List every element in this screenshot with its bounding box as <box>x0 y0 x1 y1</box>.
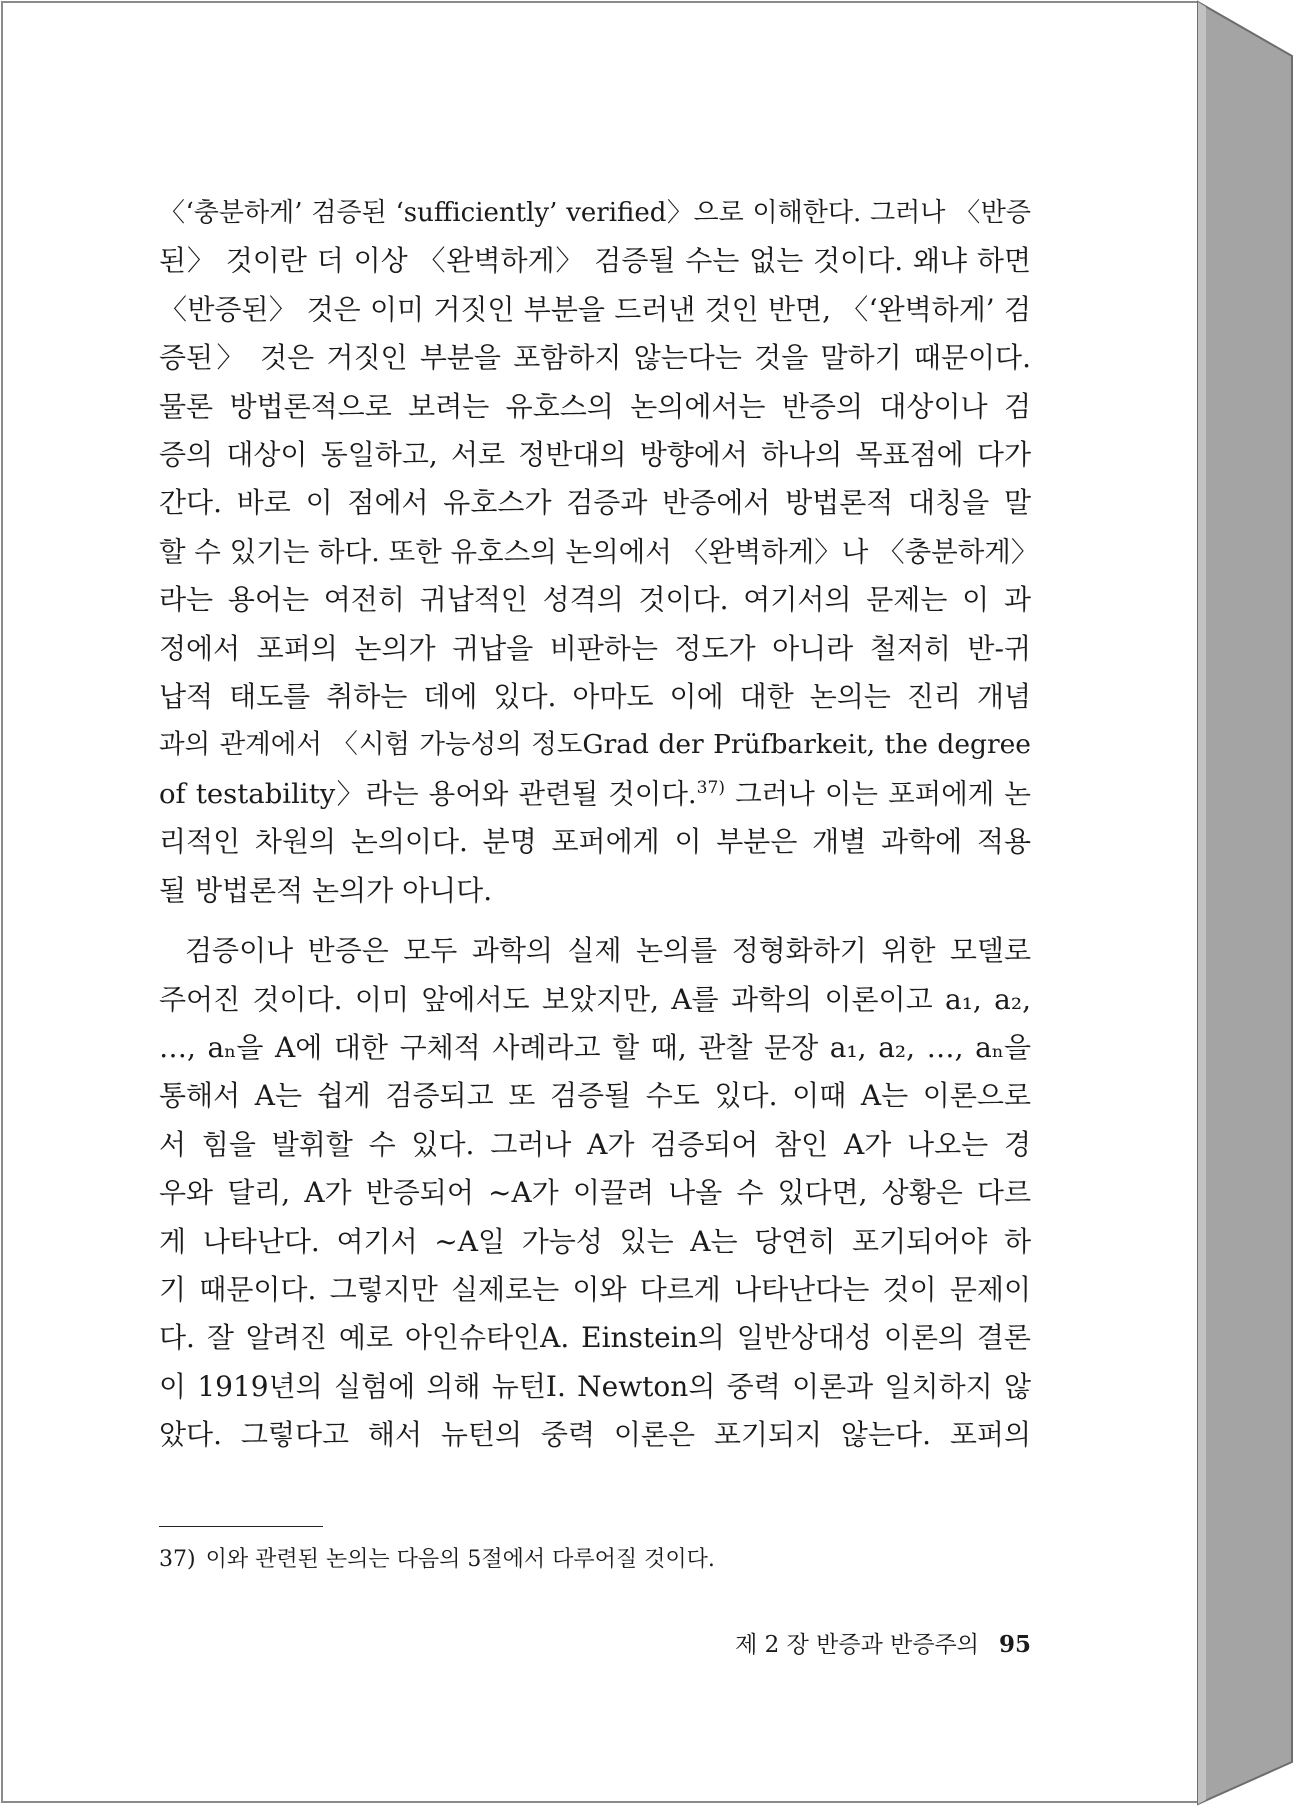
text-line: 될 방법론적 논의가 아니다. <box>159 873 493 907</box>
chapter-title: 제 2 장 반증과 반증주의 <box>735 1632 979 1658</box>
text-line: 주어진 것이다. 이미 앞에서도 보았지만, A를 과학의 이론이고 a₁, a₂, <box>159 982 1031 1016</box>
text-line: 검증이나 반증은 모두 과학의 실제 논의를 정형화하기 위한 모델로 <box>185 934 1031 968</box>
paragraph-2 <box>159 927 1031 1459</box>
footnote <box>159 1543 1031 1577</box>
text-line: 된〉 것이란 더 이상 〈완벽하게〉 검증될 수는 없는 것이다. 왜냐 하면 <box>159 244 1031 278</box>
text-line: 리적인 차원의 논의이다. 분명 포퍼에게 이 부분은 개별 과학에 적용 <box>159 825 1031 859</box>
text-line: 다. 잘 알려진 예로 아인슈타인A. Einstein의 일반상대성 이론의 결론 <box>159 1321 1031 1355</box>
text-line: 통해서 A는 쉽게 검증되고 또 검증될 수도 있다. 이때 A는 이론으로 <box>159 1079 1031 1113</box>
footnote-text: 이와 관련된 논의는 다음의 5절에서 다루어질 것이다. <box>205 1547 715 1572</box>
text-line: 납적 태도를 취하는 데에 있다. 아마도 이에 대한 논의는 진리 개념 <box>159 680 1031 714</box>
text-line: 할 수 있기는 하다. 또한 유호스의 논의에서 〈완벽하게〉나 〈충분하게〉 <box>159 535 1039 568</box>
text-line: 과의 관계에서 〈시험 가능성의 정도Grad der Prüfbarkeit, the degree <box>159 729 1031 761</box>
text-line: …, aₙ을 A에 대한 구체적 사례라고 할 때, 관찰 문장 a₁, a₂, …, aₙ을 <box>159 1030 1031 1064</box>
text-line: 정에서 포퍼의 논의가 귀납을 비판하는 정도가 아니라 철저히 반-귀 <box>159 631 1031 665</box>
text-line: 〈반증된〉 것은 이미 거짓인 부분을 드러낸 것인 반면, 〈‘완벽하게’ 검 <box>159 292 1031 326</box>
text-line: 이 1919년의 실험에 의해 뉴턴I. Newton의 중력 이론과 일치하지 않 <box>159 1369 1031 1403</box>
text-line: 라는 용어는 여전히 귀납적인 성격의 것이다. 여기서의 문제는 이 과 <box>159 583 1031 617</box>
text-line: 간다. 바로 이 점에서 유호스가 검증과 반증에서 방법론적 대칭을 말 <box>159 486 1031 520</box>
book-edge-highlight <box>1198 2 1206 1804</box>
footnote-separator <box>159 1526 323 1527</box>
text-line: 물론 방법론적으로 보려는 유호스의 논의에서는 반증의 대상이나 검 <box>159 389 1031 423</box>
text-line: 〈‘충분하게’ 검증된 ‘sufficiently’ verified〉으로 이해한다. 그러나 〈반증 <box>159 198 1031 228</box>
body-text <box>159 189 1039 1460</box>
text-line-with-footnote-ref <box>159 770 1031 818</box>
text-segment: of testability〉라는 용어와 관련될 것이다. <box>159 777 697 810</box>
running-footer <box>735 1628 1031 1662</box>
text-line: 기 때문이다. 그렇지만 실제로는 이와 다르게 나타난다는 것이 문제이 <box>159 1272 1031 1306</box>
text-line: 게 나타난다. 여기서 ~A일 가능성 있는 A는 당연히 포기되어야 하 <box>159 1224 1031 1258</box>
book-edge-shape <box>1198 2 1292 1804</box>
footnote-number: 37) <box>159 1547 196 1572</box>
text-line: 증의 대상이 동일하고, 서로 정반대의 방향에서 하나의 목표점에 다가 <box>159 438 1031 472</box>
text-segment: 그러나 이는 포퍼에게 논 <box>725 777 1031 810</box>
page-number: 95 <box>998 1631 1031 1658</box>
text-line: 서 힘을 발휘할 수 있다. 그러나 A가 검증되어 참인 A가 나오는 경 <box>159 1127 1031 1161</box>
text-line: 증된〉 것은 거짓인 부분을 포함하지 않는다는 것을 말하기 때문이다. <box>159 341 1031 375</box>
text-line: 우와 달리, A가 반증되어 ~A가 이끌려 나올 수 있다면, 상황은 다르 <box>159 1176 1031 1210</box>
footnote-reference: 37) <box>696 777 725 798</box>
paragraph-1 <box>159 189 1039 915</box>
text-line: 았다. 그렇다고 해서 뉴턴의 중력 이론은 포기되지 않는다. 포퍼의 <box>159 1418 1031 1452</box>
